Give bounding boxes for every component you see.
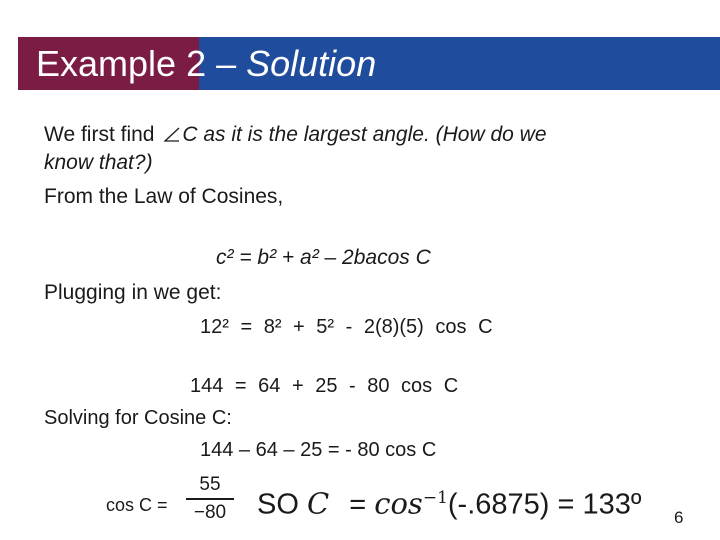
fraction-denominator: −80 <box>193 501 227 523</box>
so-variable: C <box>306 486 330 521</box>
body-line-2: know that?) <box>44 151 153 174</box>
so-result: (-.6875) = 133º <box>447 488 642 521</box>
equation-1: 12² = 8² + 5² - 2(8)(5) cos C <box>200 316 493 338</box>
so-exponent: −1 <box>422 488 448 508</box>
fraction <box>186 474 234 524</box>
line1-end: C as it is the largest angle. (How do we <box>182 123 547 146</box>
fraction-numerator: 55 <box>199 474 221 495</box>
title-sub: Solution <box>246 43 377 84</box>
body-line-1 <box>44 122 547 148</box>
body-line-3: From the Law of Cosines, <box>44 185 284 208</box>
result-line <box>257 478 641 525</box>
so-word: SO <box>257 488 299 521</box>
slide-title <box>36 43 376 85</box>
body-line-5: Solving for Cosine C: <box>44 407 232 429</box>
law-of-cosines-formula: c² = b² + a² – 2bacos C <box>216 246 431 269</box>
fraction-bar <box>186 498 234 500</box>
equation-3: 144 – 64 – 25 = - 80 cos C <box>200 439 437 461</box>
cos-label: cos C = <box>106 495 168 515</box>
page-number: 6 <box>674 508 684 527</box>
so-cos: cos <box>374 486 423 521</box>
equation-2: 144 = 64 + 25 - 80 cos C <box>190 375 459 397</box>
title-main: Example 2 – <box>36 43 237 84</box>
line1-start: We first find <box>44 123 155 146</box>
so-equals: = <box>349 488 367 521</box>
body-line-4: Plugging in we get: <box>44 281 222 304</box>
angle-icon <box>164 126 180 142</box>
